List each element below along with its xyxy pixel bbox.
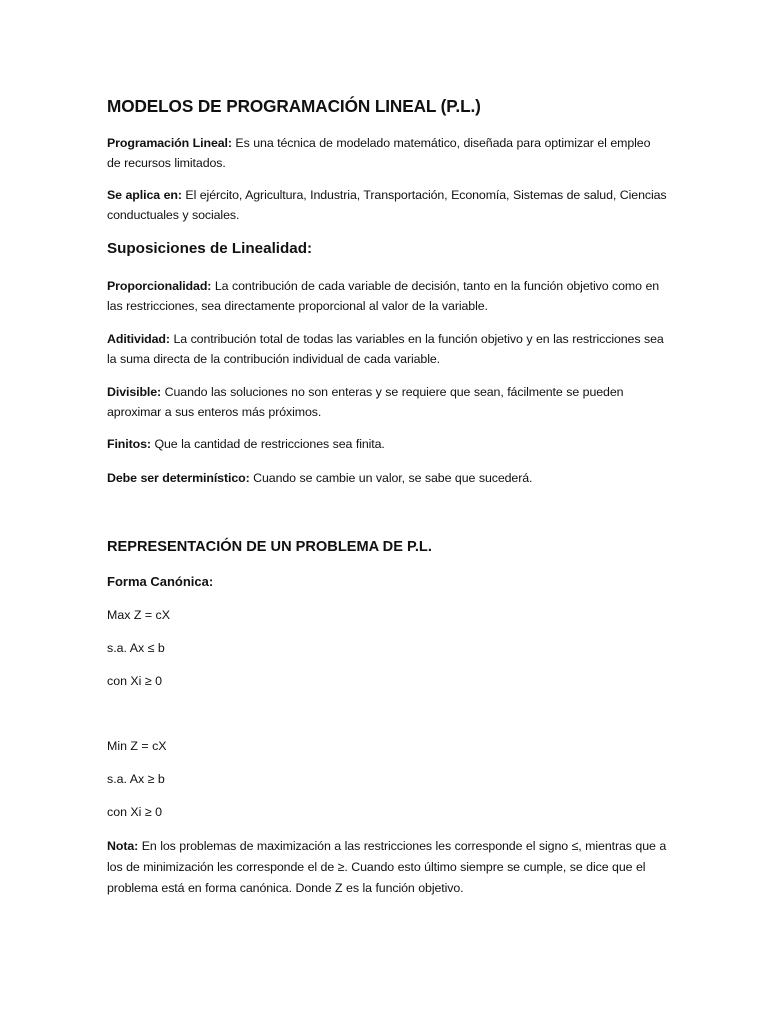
assumption-text: Que la cantidad de restricciones sea finita. [150, 437, 385, 451]
assumption-text: La contribución de cada variable de decisión, tanto en la función objetivo como en las restricciones, sea directamente proporcional al valor de la variable. [107, 279, 660, 313]
applies-paragraph [107, 185, 667, 225]
applies-text: El ejército, Agricultura, Industria, Transportación, Economía, Sistemas de salud, Ciencias conductuales y sociales. [107, 188, 667, 222]
assumption-label: Finitos: [107, 437, 151, 451]
definition-text: Es una técnica de modelado matemático, diseñada para optimizar el empleo de recursos limitados. [107, 136, 651, 170]
applies-label: Se aplica en: [107, 188, 182, 202]
assumptions-heading: Suposiciones de Linealidad: [107, 240, 313, 257]
document-title: MODELOS DE PROGRAMACIÓN LINEAL (P.L.) [107, 96, 481, 116]
max-nonnegativity: con Xi ≥ 0 [107, 674, 163, 688]
assumption-aditividad [107, 329, 667, 369]
min-constraint: s.a. Ax ≥ b [107, 772, 165, 786]
assumption-label: Debe ser determinístico: [107, 471, 250, 485]
max-objective: Max Z = cX [107, 608, 170, 622]
definition-label: Programación Lineal: [107, 136, 232, 150]
assumption-divisible [107, 382, 667, 422]
assumption-text: Cuando las soluciones no son enteras y se requiere que sean, fácilmente se pueden aproximar a sus enteros más próximos. [107, 385, 624, 419]
assumption-finitos [107, 434, 667, 454]
assumption-text: Cuando se cambie un valor, se sabe que sucederá. [249, 471, 533, 485]
definition-paragraph [107, 133, 667, 173]
note-text: En los problemas de maximización a las restricciones les corresponde el signo ≤, mientras que a los de minimización les corresponde el de ≥. Cuando esto último siempre se cumple, se dice que el problema está en forma canónica. Donde Z es la función objetivo. [107, 839, 667, 895]
assumption-deterministico [107, 468, 667, 488]
assumption-proporcionalidad [107, 276, 667, 316]
note-label: Nota: [107, 839, 139, 853]
assumption-label: Divisible: [107, 385, 162, 399]
assumption-label: Proporcionalidad: [107, 279, 212, 293]
note-paragraph [107, 836, 667, 899]
representation-heading: REPRESENTACIÓN DE UN PROBLEMA DE P.L. [107, 539, 432, 555]
min-nonnegativity: con Xi ≥ 0 [107, 805, 163, 819]
max-constraint: s.a. Ax ≤ b [107, 641, 165, 655]
canonical-heading: Forma Canónica: [107, 574, 214, 589]
assumption-text: La contribución total de todas las variables en la función objetivo y en las restricciones sea la suma directa de la contribución individual de cada variable. [107, 332, 664, 366]
min-objective: Min Z = cX [107, 739, 167, 753]
assumption-label: Aditividad: [107, 332, 170, 346]
